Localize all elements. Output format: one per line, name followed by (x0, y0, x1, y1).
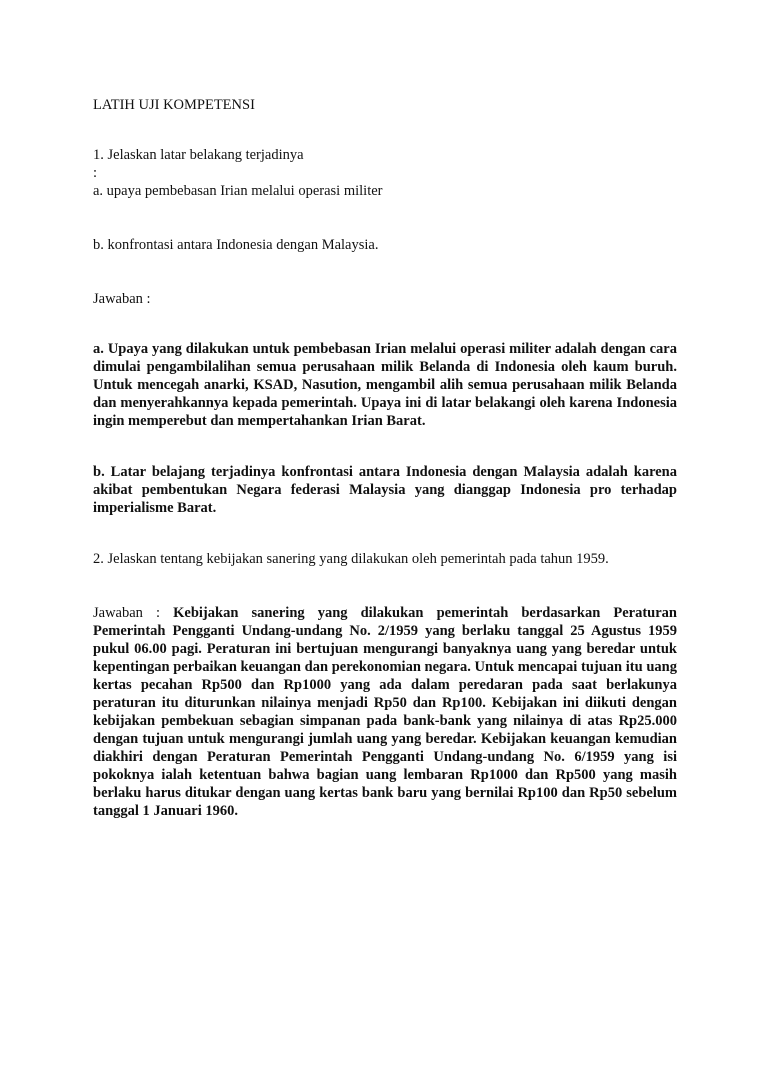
question-1-part-a: a. upaya pembebasan Irian melalui operasi militer (93, 183, 383, 199)
question-2-prompt: 2. Jelaskan tentang kebijakan sanering yang dilakukan oleh pemerintah pada tahun 1959. (93, 551, 609, 567)
question-1-prompt: 1. Jelaskan latar belakang terjadinya (93, 147, 304, 163)
answer-2-text: Kebijakan sanering yang dilakukan pemerintah berdasarkan Peraturan Pemerintah Pengganti Undang-undang No. 2/1959 yang berlaku tanggal 25 Agustus 1959 pukul 06.00 pagi. Peraturan ini bertujuan mengurangi banyaknya uang yang beredar untuk kepentingan perbaikan keuangan dan perekonomian negara. Untuk mencapai tujuan itu uang kertas pecahan Rp500 dan Rp1000 yang ada dalam peredaran pada saat berlakunya peraturan itu diturunkan nilainya menjadi Rp50 dan Rp100. Kebijakan ini diikuti dengan kebijakan pembekuan sebagian simpanan pada bank-bank yang nilainya di atas Rp25.000 dengan tujuan untuk mengurangi jumlah uang yang beredar. Kebijakan keuangan kemudian diakhiri dengan Peraturan Pemerintah Pengganti Undang-undang No. 6/1959 yang isi pokoknya ialah ketentuan bahwa bagian uang lembaran Rp1000 dan Rp500 yang masih berlaku harus ditukar dengan uang kertas bank baru yang bernilai Rp100 dan Rp50 sebelum tanggal 1 Januari 1960. (93, 605, 677, 819)
answer-1a-paragraph: a. Upaya yang dilakukan untuk pembebasan Irian melalui operasi militer adalah dengan cara dimulai pengambilalihan semua perusahaan milik Belanda di Indonesia oleh kaum buruh. Untuk mencegah anarki, KSAD, Nasution, mengambil alih semua perusahaan milik Belanda dan menyerahkannya kepada pemerintah. Upaya ini di latar belakangi oleh karena Indonesia ingin memperebut dan mempertahankan Irian Barat. (93, 341, 677, 429)
answer-2-label: Jawaban : (93, 605, 161, 621)
answer-2-paragraph (93, 604, 677, 820)
document-title: LATIH UJI KOMPETENSI (93, 97, 255, 113)
question-1-part-b: b. konfrontasi antara Indonesia dengan Malaysia. (93, 237, 379, 253)
answer-1b-paragraph: b. Latar belajang terjadinya konfrontasi antara Indonesia dengan Malaysia adalah karena akibat pembentukan Negara federasi Malaysia yang dianggap Indonesia pro terhadap imperialisme Barat. (93, 464, 677, 516)
answer-1-label: Jawaban : (93, 291, 151, 307)
question-1-colon: : (93, 165, 98, 181)
